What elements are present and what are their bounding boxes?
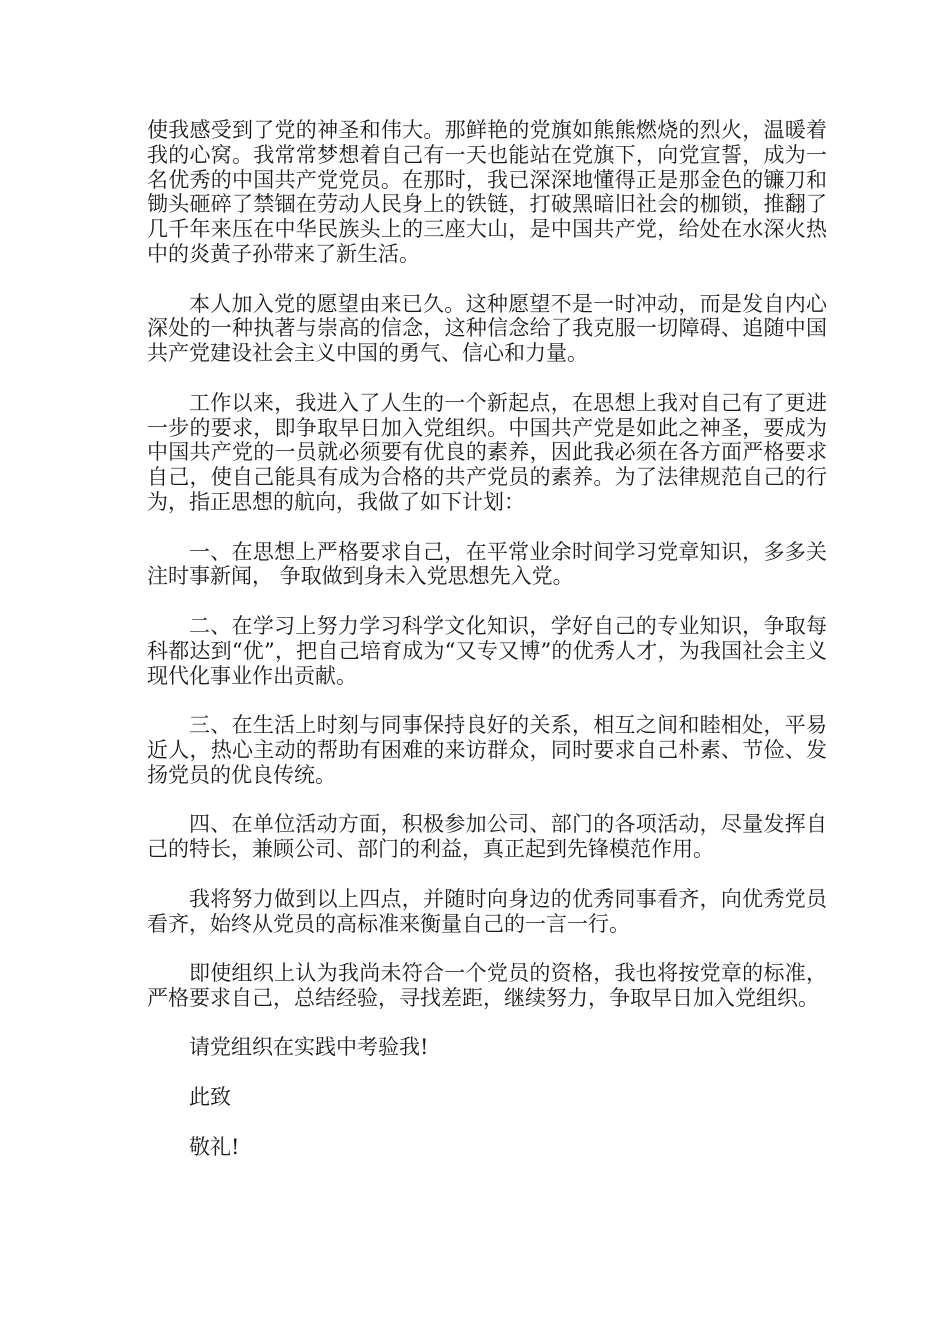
plan-item-3: 三、在生活上时刻与同事保持良好的关系，相互之间和睦相处，平易近人，热心主动的帮助有困难的来访群众，同时要求自己朴素、节俭、发扬党员的优良传统。 xyxy=(147,713,827,787)
paragraph-spacer xyxy=(147,366,827,391)
plan-item-1: 一、在思想上严格要求自己，在平常业余时间学习党章知识，多多关注时事新闻， 争取做到身未入党思想先入党。 xyxy=(147,539,827,589)
plan-item-2: 二、在学习上努力学习科学文化知识，学好自己的专业知识，争取每科都达到“优”，把自己培育成为“又专又博”的优秀人才，为我国社会主义现代化事业作出贡献。 xyxy=(147,613,827,688)
paragraph-resolve: 即使组织上认为我尚未符合一个党员的资格，我也将按党章的标准，严格要求自己，总结经验，寻找差距，继续努力，争取早日加入党组织。 xyxy=(147,961,827,1010)
closing-request: 请党组织在实践中考验我! xyxy=(189,1035,429,1060)
paragraph-spacer xyxy=(147,688,827,713)
paragraph-commitment: 我将努力做到以上四点，并随时向身边的优秀同事看齐，向优秀党员看齐，始终从党员的高标准来衡量自己的一言一行。 xyxy=(147,886,827,936)
paragraph-spacer xyxy=(147,1060,827,1085)
document-body xyxy=(147,118,827,1159)
paragraph-spacer xyxy=(147,788,827,813)
closing-salutation: 此致 xyxy=(189,1085,231,1110)
paragraph-spacer xyxy=(147,862,827,887)
paragraph-spacer xyxy=(147,1011,827,1036)
paragraph-spacer xyxy=(147,1110,827,1135)
paragraph-work-requirements: 工作以来，我进入了人生的一个新起点，在思想上我对自己有了更进一步的要求，即争取早日加入党组织。中国共产党是如此之神圣，要成为中国共产党的一员就必须要有优良的素养，因此我必须在各方面严格要求自己，使自己能具有成为合格的共产党员的素养。为了法律规范自己的行为，指正思想的航向，我做了如下计划： xyxy=(147,390,827,514)
paragraph-spacer xyxy=(147,589,827,614)
paragraph-motivation: 使我感受到了党的神圣和伟大。那鲜艳的党旗如熊熊燃烧的烈火，温暖着我的心窝。我常常梦想着自己有一天也能站在党旗下，向党宣誓，成为一名优秀的中国共产党党员。在那时，我已深深地懂得正是那金色的镰刀和锄头砸碎了禁锢在劳动人民身上的铁链，打破黑暗旧社会的枷锁，推翻了几千年来压在中华民族头上的三座大山，是中国共产党，给处在水深火热中的炎黄子孙带来了新生活。 xyxy=(147,118,827,266)
closing-regards: 敬礼! xyxy=(189,1134,240,1159)
paragraph-spacer xyxy=(147,936,827,961)
plan-item-4: 四、在单位活动方面，积极参加公司、部门的各项活动，尽量发挥自己的特长，兼顾公司、部门的利益，真正起到先锋模范作用。 xyxy=(147,812,827,862)
paragraph-spacer xyxy=(147,515,827,540)
paragraph-spacer xyxy=(147,267,827,292)
paragraph-aspiration: 本人加入党的愿望由来已久。这种愿望不是一时冲动，而是发自内心深处的一种执著与崇高的信念，这种信念给了我克服一切障碍、追随中国共产党建设社会主义中国的勇气、信心和力量。 xyxy=(147,291,827,366)
